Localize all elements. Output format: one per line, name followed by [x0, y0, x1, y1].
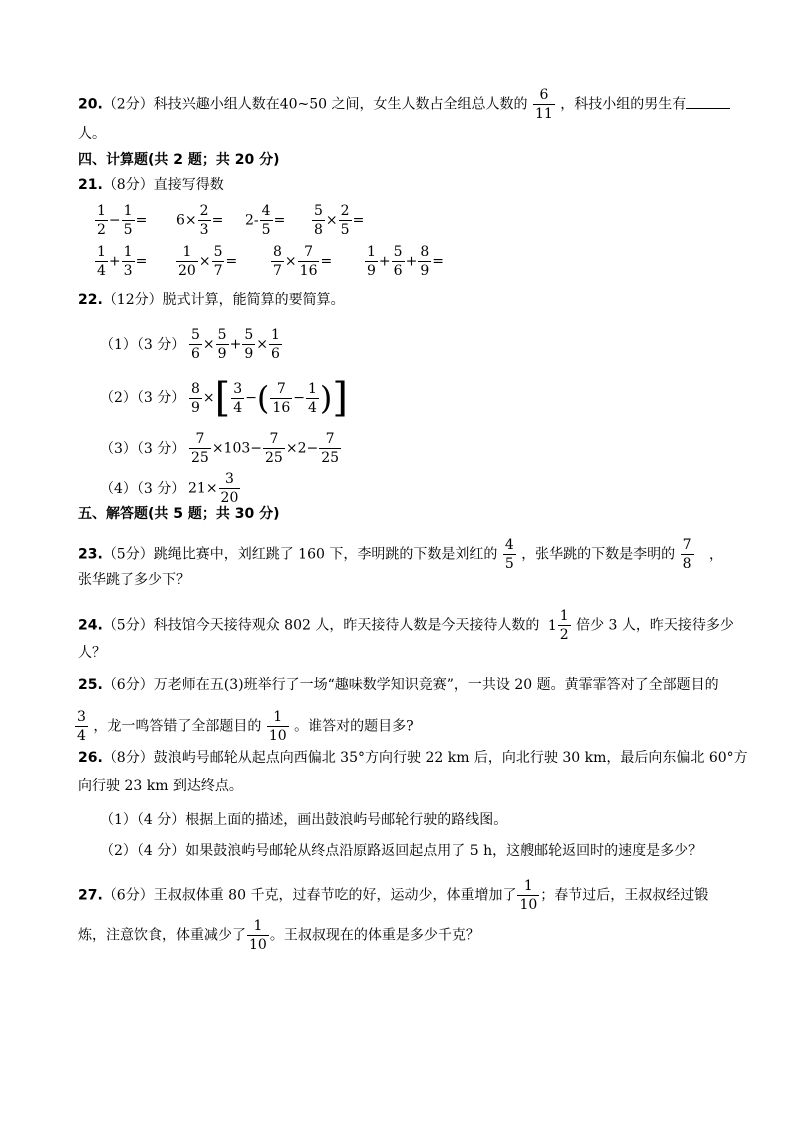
question-24: 24.（5分）科技馆今天接待观众 802 人，昨天接待人数是今天接待人数的 1 $\frac{1}{2}$ 倍少 3 人，昨天接待多少 [78, 608, 734, 643]
question-score: （6分） [102, 677, 154, 693]
expression: $\frac{8}{7}$ × $\frac{7}{16}$ = [273, 244, 333, 279]
expression: $\frac{1}{2}$ − $\frac{1}{5}$ = [97, 203, 148, 238]
section-title: 四、计算题(共 2 题；共 20 分) [78, 152, 280, 168]
question-score: （12分） [102, 292, 163, 308]
question-23: 23.（5分）跳绳比赛中，刘红跳了 160 下，李明跳的下数是刘红的 $\frac{4}{5}$ ，张华跳的下数是李明的 $\frac{7}{8}$ ， [78, 537, 724, 572]
question-25: 25.（6分）万老师在五(3)班举行了一场“趣味数学知识竞赛”，一共设 20 题。黄霏霏答对了全部题目的 [78, 677, 719, 693]
expression: $\frac{5}{8}$ × $\frac{2}{5}$ = [314, 203, 365, 238]
question-score: （8分） [102, 750, 154, 766]
subquestion-2: （2）（4 分）如果鼓浪屿号邮轮从终点沿原路返回起点用了 5 h，这艘邮轮返回时的速度是多少？ [100, 843, 703, 859]
subquestion-1: （1）（4 分）根据上面的描述，画出鼓浪屿号邮轮行驶的路线图。 [100, 812, 508, 828]
question-20: 20.（2分）科技兴趣小组人数在40~50 之间，女生人数占全组总人数的 $\frac{6}{11}$ ，科技小组的男生有 [78, 86, 730, 123]
subquestion-4: （4）（3 分） 21× $\frac{3}{20}$ [100, 471, 239, 506]
question-22: 22.（12分）脱式计算，能简算的要简算。 [78, 292, 345, 308]
subquestion-1: （1）（3 分） $\frac{5}{6}$ × $\frac{5}{9}$ + $\frac{5}{9}$ × $\frac{1}{6}$ [100, 327, 280, 362]
question-score: （5分） [102, 546, 154, 563]
question-25-cont: $\frac{3}{4}$ ，龙一鸣答错了全部题目的 $\frac{1}{10}$ 。谁答对的题目多? [77, 709, 414, 744]
fraction: $\frac{6}{11}$ [535, 87, 553, 122]
question-26-cont: 向行驶 23 km 到达终点。 [78, 778, 243, 794]
expression: $\frac{1}{20}$ × $\frac{5}{7}$ = [178, 244, 238, 279]
question-score: （2分） [102, 96, 154, 113]
question-27: 27.（6分）王叔叔体重 80 千克，过春节吃的好，运动少，体重增加了 $\frac{1}{10}$ ；春节过后，王叔叔经过锻 [78, 878, 709, 913]
question-26: 26.（8分）鼓浪屿号邮轮从起点向西偏北 35°方向行驶 22 km 后，向北行驶 30 km，最后向东偏北 60°方 [78, 750, 748, 766]
question-score: （6分） [102, 887, 154, 904]
question-27-cont: 炼，注意饮食，体重减少了 $\frac{1}{10}$ 。王叔叔现在的体重是多少千克？ [78, 918, 480, 953]
subquestion-2: （2）（3 分） $\frac{8}{9}$ ×[ $\frac{3}{4}$ −( $\frac{7}{16}$ − $\frac{1}{4}$ )] [100, 375, 348, 421]
question-20-cont: 人。 [78, 126, 106, 142]
expression: $\frac{1}{9}$ + $\frac{5}{6}$ + $\frac{8}{9}$ = [367, 244, 444, 279]
section-title: 五、解答题(共 5 题；共 30 分) [78, 506, 280, 522]
expression: $\frac{1}{4}$ + $\frac{1}{3}$ = [97, 244, 148, 279]
question-23-cont: 张华跳了多少下？ [78, 572, 190, 588]
question-score: （8分） [102, 177, 154, 193]
question-24-cont: 人？ [78, 645, 106, 661]
question-score: （5分） [102, 617, 154, 634]
question-21: 21.（8分）直接写得数 [78, 177, 224, 193]
question-number: 20 [78, 96, 98, 113]
expression: 2- $\frac{4}{5}$ = [245, 203, 286, 238]
subquestion-3: （3）（3 分） $\frac{7}{25}$ ×103− $\frac{7}{25}$ ×2− $\frac{7}{25}$ [100, 431, 340, 466]
answer-blank[interactable] [686, 94, 730, 109]
expression: 6× $\frac{2}{3}$ = [176, 203, 224, 238]
